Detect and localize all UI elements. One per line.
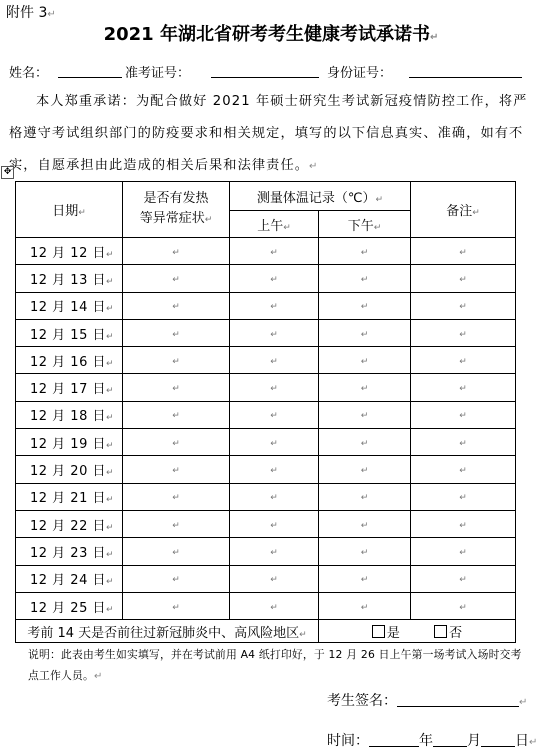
time-label: 时间： <box>327 733 369 749</box>
pm-temp-cell[interactable]: ↵ <box>319 456 411 483</box>
note-cell[interactable]: ↵ <box>411 265 516 292</box>
table-row <box>16 265 516 292</box>
header-am: 上午↵ <box>230 211 319 238</box>
am-temp-cell[interactable]: ↵ <box>230 483 319 510</box>
note-cell[interactable]: ↵ <box>411 565 516 592</box>
am-temp-cell[interactable]: ↵ <box>230 374 319 401</box>
date-cell: 12 月 19 日↵ <box>16 429 123 456</box>
date-cell: 12 月 25 日↵ <box>16 592 123 619</box>
date-cell: 12 月 14 日↵ <box>16 292 123 319</box>
table-row <box>16 510 516 537</box>
date-cell: 12 月 22 日↵ <box>16 510 123 537</box>
attachment-label: 附件 3↵ <box>6 5 56 21</box>
table-row <box>16 456 516 483</box>
fever-cell[interactable]: ↵ <box>123 292 230 319</box>
am-temp-cell[interactable]: ↵ <box>230 401 319 428</box>
pm-temp-cell[interactable]: ↵ <box>319 374 411 401</box>
am-temp-cell[interactable]: ↵ <box>230 510 319 537</box>
no-option[interactable]: 否 <box>434 626 462 641</box>
signature-label: 考生签名： <box>327 693 397 709</box>
table-row <box>16 565 516 592</box>
id-field[interactable] <box>409 77 522 78</box>
table-row <box>16 319 516 346</box>
instructions-note: 说明：此表由考生如实填写，并在考试前用 A4 纸打印好，于 12 月 26 日上午第一场考试入场时交考点工作人员。↵ <box>28 648 522 682</box>
am-temp-cell[interactable]: ↵ <box>230 238 319 265</box>
header-temperature: 测量体温记录（℃）↵ <box>230 182 411 211</box>
year-field[interactable] <box>369 732 419 747</box>
table-row <box>16 238 516 265</box>
date-cell: 12 月 20 日↵ <box>16 456 123 483</box>
signature-field[interactable] <box>397 692 519 707</box>
table-row <box>16 401 516 428</box>
fever-cell[interactable]: ↵ <box>123 592 230 619</box>
table-row <box>16 292 516 319</box>
pm-temp-cell[interactable]: ↵ <box>319 265 411 292</box>
pm-temp-cell[interactable]: ↵ <box>319 238 411 265</box>
header-note: 备注↵ <box>411 182 516 238</box>
pm-temp-cell[interactable]: ↵ <box>319 319 411 346</box>
name-label: 姓名： <box>9 66 49 81</box>
pm-temp-cell[interactable]: ↵ <box>319 565 411 592</box>
pm-temp-cell[interactable]: ↵ <box>319 538 411 565</box>
date-cell: 12 月 17 日↵ <box>16 374 123 401</box>
pm-temp-cell[interactable]: ↵ <box>319 592 411 619</box>
note-cell[interactable]: ↵ <box>411 319 516 346</box>
pledge-paragraph: 本人郑重承诺：为配合做好 2021 年硕士研究生考试新冠疫情防控工作，将严格遵守考试组织部门的防疫要求和相关规定，填写的以下信息真实、准确，如有不实，自愿承担由此造成的相关后果和法律责任。↵ <box>9 94 528 173</box>
note-cell[interactable]: ↵ <box>411 238 516 265</box>
ticket-label: 准考证号： <box>125 66 191 81</box>
pm-temp-cell[interactable]: ↵ <box>319 483 411 510</box>
fever-cell[interactable]: ↵ <box>123 456 230 483</box>
note-cell[interactable]: ↵ <box>411 429 516 456</box>
fever-cell[interactable]: ↵ <box>123 374 230 401</box>
table-row <box>16 374 516 401</box>
header-fever: 是否有发热 等异常症状↵ <box>123 182 230 238</box>
date-cell: 12 月 23 日↵ <box>16 538 123 565</box>
note-cell[interactable]: ↵ <box>411 510 516 537</box>
fever-cell[interactable]: ↵ <box>123 483 230 510</box>
header-date: 日期↵ <box>16 182 123 238</box>
note-cell[interactable]: ↵ <box>411 538 516 565</box>
id-label: 身份证号： <box>327 66 393 81</box>
am-temp-cell[interactable]: ↵ <box>230 592 319 619</box>
note-cell[interactable]: ↵ <box>411 483 516 510</box>
fever-cell[interactable]: ↵ <box>123 401 230 428</box>
note-cell[interactable]: ↵ <box>411 456 516 483</box>
yes-option[interactable]: 是 <box>372 626 400 641</box>
am-temp-cell[interactable]: ↵ <box>230 319 319 346</box>
pm-temp-cell[interactable]: ↵ <box>319 347 411 374</box>
date-cell: 12 月 13 日↵ <box>16 265 123 292</box>
note-cell[interactable]: ↵ <box>411 374 516 401</box>
table-row <box>16 483 516 510</box>
yes-checkbox[interactable] <box>372 625 385 638</box>
fever-cell[interactable]: ↵ <box>123 429 230 456</box>
table-row <box>16 538 516 565</box>
date-cell: 12 月 12 日↵ <box>16 238 123 265</box>
am-temp-cell[interactable]: ↵ <box>230 456 319 483</box>
date-cell: 12 月 24 日↵ <box>16 565 123 592</box>
fever-cell[interactable]: ↵ <box>123 510 230 537</box>
no-checkbox[interactable] <box>434 625 447 638</box>
note-cell[interactable]: ↵ <box>411 347 516 374</box>
fever-cell[interactable]: ↵ <box>123 319 230 346</box>
fever-cell[interactable]: ↵ <box>123 347 230 374</box>
table-row <box>16 429 516 456</box>
table-move-handle-icon[interactable]: ✥ <box>1 166 14 179</box>
document-title: 2021 年湖北省研考考生健康考试承诺书↵ <box>103 24 439 45</box>
pm-temp-cell[interactable]: ↵ <box>319 292 411 319</box>
name-field[interactable] <box>58 77 122 78</box>
am-temp-cell[interactable]: ↵ <box>230 265 319 292</box>
fever-cell[interactable]: ↵ <box>123 565 230 592</box>
note-cell[interactable]: ↵ <box>411 401 516 428</box>
ticket-field[interactable] <box>211 77 319 78</box>
table-row <box>16 347 516 374</box>
table-row <box>16 592 516 619</box>
risk-question: 考前 14 天是否前往过新冠肺炎中、高风险地区↵ <box>16 620 319 643</box>
note-cell[interactable]: ↵ <box>411 592 516 619</box>
risk-answer <box>319 620 516 643</box>
pm-temp-cell[interactable]: ↵ <box>319 429 411 456</box>
signature-row: 考生签名： ↵ <box>327 693 528 709</box>
fever-cell[interactable]: ↵ <box>123 238 230 265</box>
am-temp-cell[interactable]: ↵ <box>230 347 319 374</box>
am-temp-cell[interactable]: ↵ <box>230 538 319 565</box>
date-cell: 12 月 18 日↵ <box>16 401 123 428</box>
day-field[interactable] <box>481 732 515 747</box>
am-temp-cell[interactable]: ↵ <box>230 565 319 592</box>
fever-cell[interactable]: ↵ <box>123 538 230 565</box>
date-cell: 12 月 21 日↵ <box>16 483 123 510</box>
fever-cell[interactable]: ↵ <box>123 265 230 292</box>
header-pm: 下午↵ <box>319 211 411 238</box>
date-cell: 12 月 15 日↵ <box>16 319 123 346</box>
month-field[interactable] <box>433 732 467 747</box>
date-cell: 12 月 16 日↵ <box>16 347 123 374</box>
am-temp-cell[interactable]: ↵ <box>230 292 319 319</box>
pm-temp-cell[interactable]: ↵ <box>319 510 411 537</box>
pm-temp-cell[interactable]: ↵ <box>319 401 411 428</box>
health-table <box>15 181 516 643</box>
am-temp-cell[interactable]: ↵ <box>230 429 319 456</box>
time-row: 时间： 年 月 日↵ <box>327 733 538 749</box>
note-cell[interactable]: ↵ <box>411 292 516 319</box>
